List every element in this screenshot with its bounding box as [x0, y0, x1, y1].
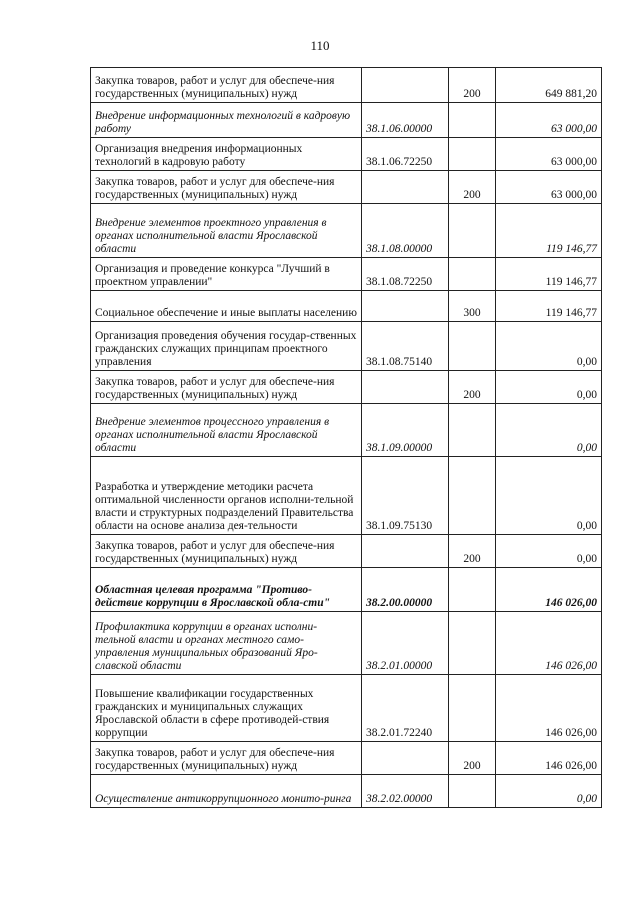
row-name-cell: Осуществление антикоррупционного монито-ринга — [91, 775, 362, 808]
row-sum-cell: 146 026,00 — [496, 568, 602, 612]
row-type-cell: 200 — [449, 742, 496, 775]
row-type-cell — [449, 204, 496, 258]
row-type-cell: 300 — [449, 291, 496, 322]
row-sum-cell: 0,00 — [496, 371, 602, 404]
row-type-cell — [449, 103, 496, 138]
row-code-cell: 38.2.00.00000 — [362, 568, 449, 612]
row-sum-cell: 0,00 — [496, 775, 602, 808]
row-sum-cell: 0,00 — [496, 535, 602, 568]
row-type-cell — [449, 138, 496, 171]
row-code-cell: 38.1.06.00000 — [362, 103, 449, 138]
table-row — [91, 258, 602, 291]
row-type-cell — [449, 457, 496, 535]
row-sum-cell: 63 000,00 — [496, 171, 602, 204]
row-code-cell: 38.1.08.75140 — [362, 322, 449, 371]
row-code-cell: 38.1.09.75130 — [362, 457, 449, 535]
row-code-cell — [362, 535, 449, 568]
row-name-cell: Внедрение информационных технологий в кадровую работу — [91, 103, 362, 138]
row-type-cell — [449, 258, 496, 291]
table-row — [91, 322, 602, 371]
row-type-cell: 200 — [449, 171, 496, 204]
row-type-cell: 200 — [449, 371, 496, 404]
row-type-cell: 200 — [449, 535, 496, 568]
table-row — [91, 568, 602, 612]
row-name-cell: Закупка товаров, работ и услуг для обеспече-ния государственных (муниципальных) нужд — [91, 742, 362, 775]
row-sum-cell: 146 026,00 — [496, 675, 602, 742]
row-name-cell: Внедрение элементов проектного управления в органах исполнительной власти Ярославской области — [91, 204, 362, 258]
table-row — [91, 68, 602, 103]
row-code-cell: 38.1.06.72250 — [362, 138, 449, 171]
table-row — [91, 404, 602, 457]
row-sum-cell: 119 146,77 — [496, 291, 602, 322]
row-type-cell — [449, 775, 496, 808]
row-type-cell — [449, 568, 496, 612]
row-sum-cell: 146 026,00 — [496, 612, 602, 675]
row-sum-cell: 119 146,77 — [496, 204, 602, 258]
row-sum-cell: 63 000,00 — [496, 138, 602, 171]
row-type-cell — [449, 675, 496, 742]
row-name-cell: Внедрение элементов процессного управления в органах исполнительной власти Ярославской области — [91, 404, 362, 457]
row-sum-cell: 0,00 — [496, 457, 602, 535]
table-row — [91, 138, 602, 171]
row-sum-cell: 63 000,00 — [496, 103, 602, 138]
row-name-cell: Повышение квалификации государственных гражданских и муниципальных служащих Ярославской области в сфере противодей-ствия коррупции — [91, 675, 362, 742]
row-type-cell — [449, 404, 496, 457]
row-sum-cell: 146 026,00 — [496, 742, 602, 775]
row-name-cell: Профилактика коррупции в органах исполни-тельной власти и органах местного само-управления муниципальных образований Яро-славской области — [91, 612, 362, 675]
row-type-cell: 200 — [449, 68, 496, 103]
row-sum-cell: 119 146,77 — [496, 258, 602, 291]
table-row — [91, 775, 602, 808]
row-code-cell — [362, 171, 449, 204]
table-row — [91, 742, 602, 775]
table-row — [91, 457, 602, 535]
row-name-cell: Закупка товаров, работ и услуг для обеспече-ния государственных (муниципальных) нужд — [91, 171, 362, 204]
row-type-cell — [449, 322, 496, 371]
table-row — [91, 103, 602, 138]
row-code-cell: 38.2.01.72240 — [362, 675, 449, 742]
table-row — [91, 675, 602, 742]
table-row — [91, 291, 602, 322]
row-code-cell: 38.1.08.00000 — [362, 204, 449, 258]
row-code-cell — [362, 68, 449, 103]
row-sum-cell: 649 881,20 — [496, 68, 602, 103]
row-name-cell: Разработка и утверждение методики расчета оптимальной численности органов исполни-тельной власти и структурных подразделений Правительства области на основе анализа дея-тельности — [91, 457, 362, 535]
row-sum-cell: 0,00 — [496, 404, 602, 457]
row-name-cell: Организация проведения обучения государ-ственных гражданских служащих принципам проектного управления — [91, 322, 362, 371]
row-type-cell — [449, 612, 496, 675]
row-name-cell: Закупка товаров, работ и услуг для обеспече-ния государственных (муниципальных) нужд — [91, 535, 362, 568]
table-row — [91, 171, 602, 204]
row-name-cell: Организация и проведение конкурса "Лучший в проектном управлении" — [91, 258, 362, 291]
page-number: 110 — [310, 38, 330, 53]
row-name-cell: Социальное обеспечение и иные выплаты населению — [91, 291, 362, 322]
row-name-cell: Закупка товаров, работ и услуг для обеспече-ния государственных (муниципальных) нужд — [91, 371, 362, 404]
row-name-cell: Организация внедрения информационных технологий в кадровую работу — [91, 138, 362, 171]
budget-table-body — [91, 68, 602, 808]
row-code-cell — [362, 291, 449, 322]
row-sum-cell: 0,00 — [496, 322, 602, 371]
row-code-cell — [362, 742, 449, 775]
row-code-cell: 38.2.02.00000 — [362, 775, 449, 808]
table-row — [91, 612, 602, 675]
table-row — [91, 204, 602, 258]
row-code-cell: 38.1.08.72250 — [362, 258, 449, 291]
row-code-cell — [362, 371, 449, 404]
row-name-cell: Областная целевая программа "Противо-действие коррупции в Ярославской обла-сти" — [91, 568, 362, 612]
row-name-cell: Закупка товаров, работ и услуг для обеспече-ния государственных (муниципальных) нужд — [91, 68, 362, 103]
table-row — [91, 371, 602, 404]
budget-table — [90, 67, 602, 808]
row-code-cell: 38.1.09.00000 — [362, 404, 449, 457]
table-row — [91, 535, 602, 568]
row-code-cell: 38.2.01.00000 — [362, 612, 449, 675]
